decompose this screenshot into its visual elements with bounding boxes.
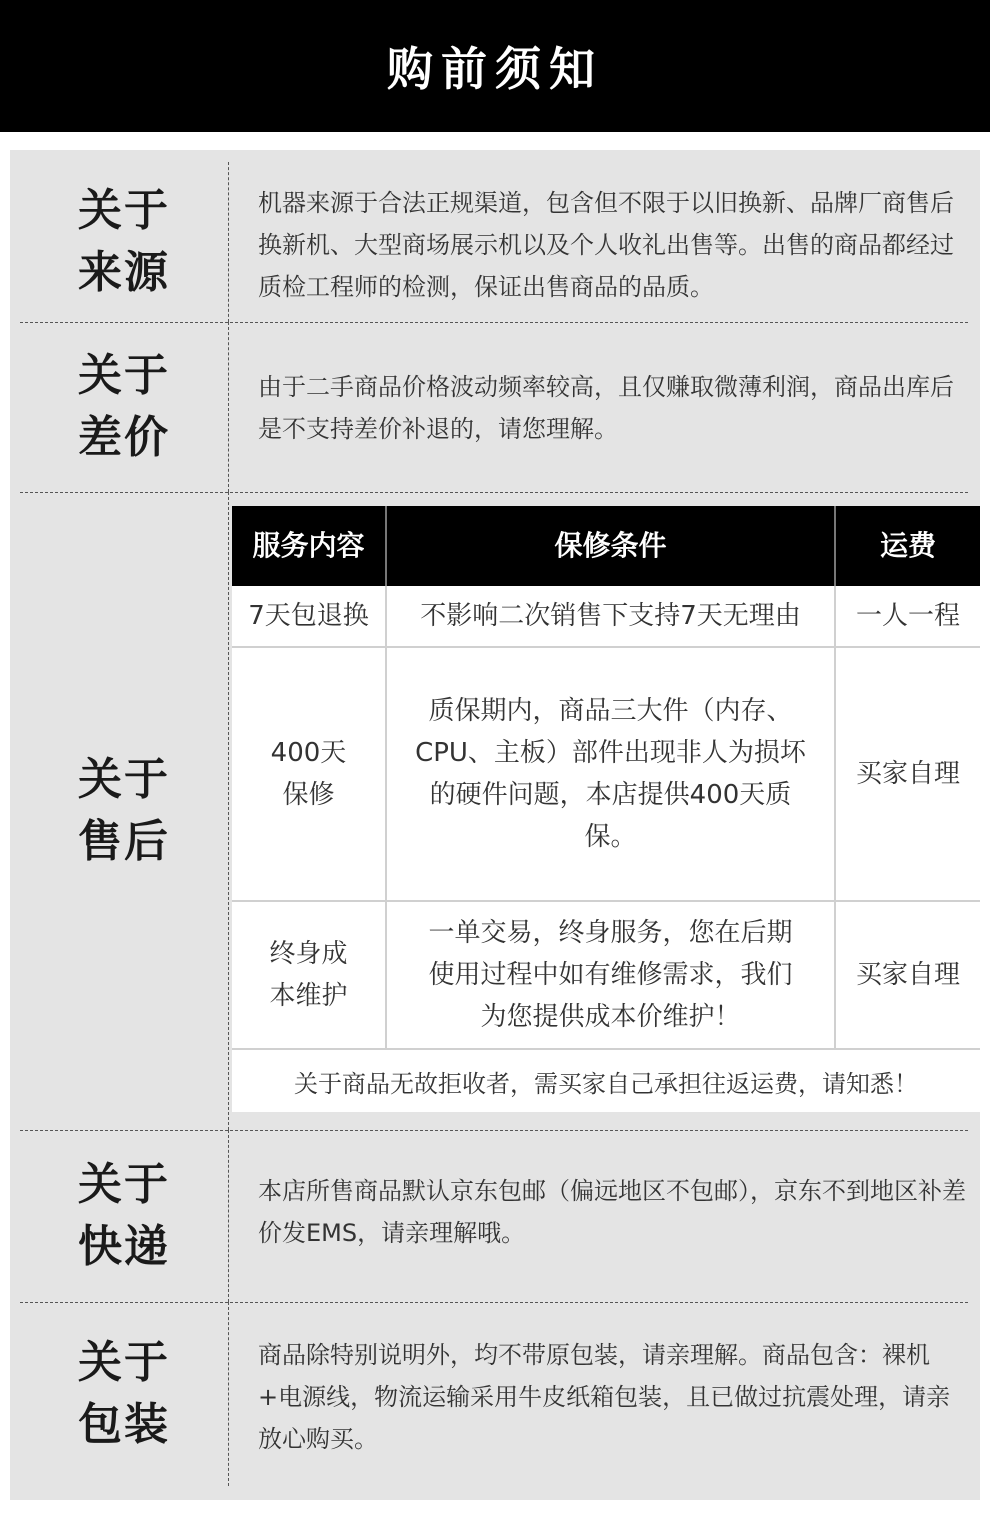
cell-text: 一人一程 <box>855 601 960 631</box>
table-header-cell: 服务内容 <box>232 506 387 586</box>
section-source <box>20 162 980 322</box>
label-line: 关于 <box>78 754 170 805</box>
aftersale-table <box>232 506 980 1112</box>
divider-vertical <box>228 492 229 1130</box>
section-label <box>20 322 228 492</box>
section-text: 由于二手商品价格波动频率较高，且仅赚取微薄利润，商品出库后是不支持差价补退的，请您理解。 <box>258 373 954 443</box>
section-price <box>20 322 980 492</box>
cell-text: 终身成本维护 <box>269 939 348 1011</box>
table-cell <box>836 586 980 648</box>
table-row <box>232 902 980 1050</box>
table-row <box>232 586 980 648</box>
page-title: 购前须知 <box>387 42 603 96</box>
cell-text: 质保期内，商品三大件（内存、CPU、主板）部件出现非人为损坏的硬件问题，本店提供400天质保。 <box>415 696 806 852</box>
table-cell <box>232 586 387 648</box>
section-text: 商品除特别说明外，均不带原包装，请亲理解。商品包含：裸机+电源线，物流运输采用牛皮纸箱包装，且已做过抗震处理，请亲放心购买。 <box>258 1341 951 1453</box>
label-line: 售后 <box>78 816 170 867</box>
divider-vertical <box>228 322 229 492</box>
cell-text: 不影响二次销售下支持7天无理由 <box>420 601 801 631</box>
section-express <box>20 1130 980 1302</box>
notice-panel <box>10 150 980 1500</box>
section-label <box>20 162 228 322</box>
cell-text: 买家自理 <box>855 759 960 789</box>
label-line: 来源 <box>78 247 170 298</box>
section-label <box>20 1302 228 1486</box>
section-aftersale <box>20 492 980 1130</box>
section-packing <box>20 1302 980 1486</box>
table-cell <box>387 648 836 902</box>
table-cell <box>836 902 980 1050</box>
cell-text: 7天包退换 <box>248 601 369 631</box>
table-cell <box>232 648 387 902</box>
divider-vertical <box>228 162 229 322</box>
label-line: 差价 <box>78 412 170 463</box>
table-header-cell: 运费 <box>836 506 980 586</box>
page-header <box>0 0 990 132</box>
table-cell <box>387 902 836 1050</box>
section-text: 本店所售商品默认京东包邮（偏远地区不包邮），京东不到地区补差价发EMS，请亲理解哦。 <box>258 1177 966 1247</box>
cell-text: 一单交易，终身服务，您在后期使用过程中如有维修需求，我们为您提供成本价维护！ <box>428 918 793 1032</box>
table-cell <box>232 902 387 1050</box>
section-text: 机器来源于合法正规渠道，包含但不限于以旧换新、品牌厂商售后换新机、大型商场展示机以及个人收礼出售等。出售的商品都经过质检工程师的检测，保证出售商品的品质。 <box>258 189 954 301</box>
label-line: 关于 <box>78 1159 170 1210</box>
label-line: 关于 <box>78 185 170 236</box>
label-line: 包装 <box>78 1399 170 1450</box>
divider-vertical <box>228 1302 229 1486</box>
table-header-cell: 保修条件 <box>387 506 836 586</box>
label-line: 关于 <box>78 350 170 401</box>
section-label <box>20 492 228 1130</box>
table-cell <box>387 586 836 648</box>
section-label <box>20 1130 228 1302</box>
table-cell <box>836 648 980 902</box>
cell-text: 买家自理 <box>855 960 960 990</box>
table-note: 关于商品无故拒收者，需买家自己承担往返运费，请知悉！ <box>294 1069 918 1098</box>
table-header-row <box>232 506 980 586</box>
cell-text: 400天保修 <box>270 738 347 810</box>
label-line: 快递 <box>78 1221 170 1272</box>
label-line: 关于 <box>78 1337 170 1388</box>
table-row <box>232 648 980 902</box>
divider-vertical <box>228 1130 229 1302</box>
